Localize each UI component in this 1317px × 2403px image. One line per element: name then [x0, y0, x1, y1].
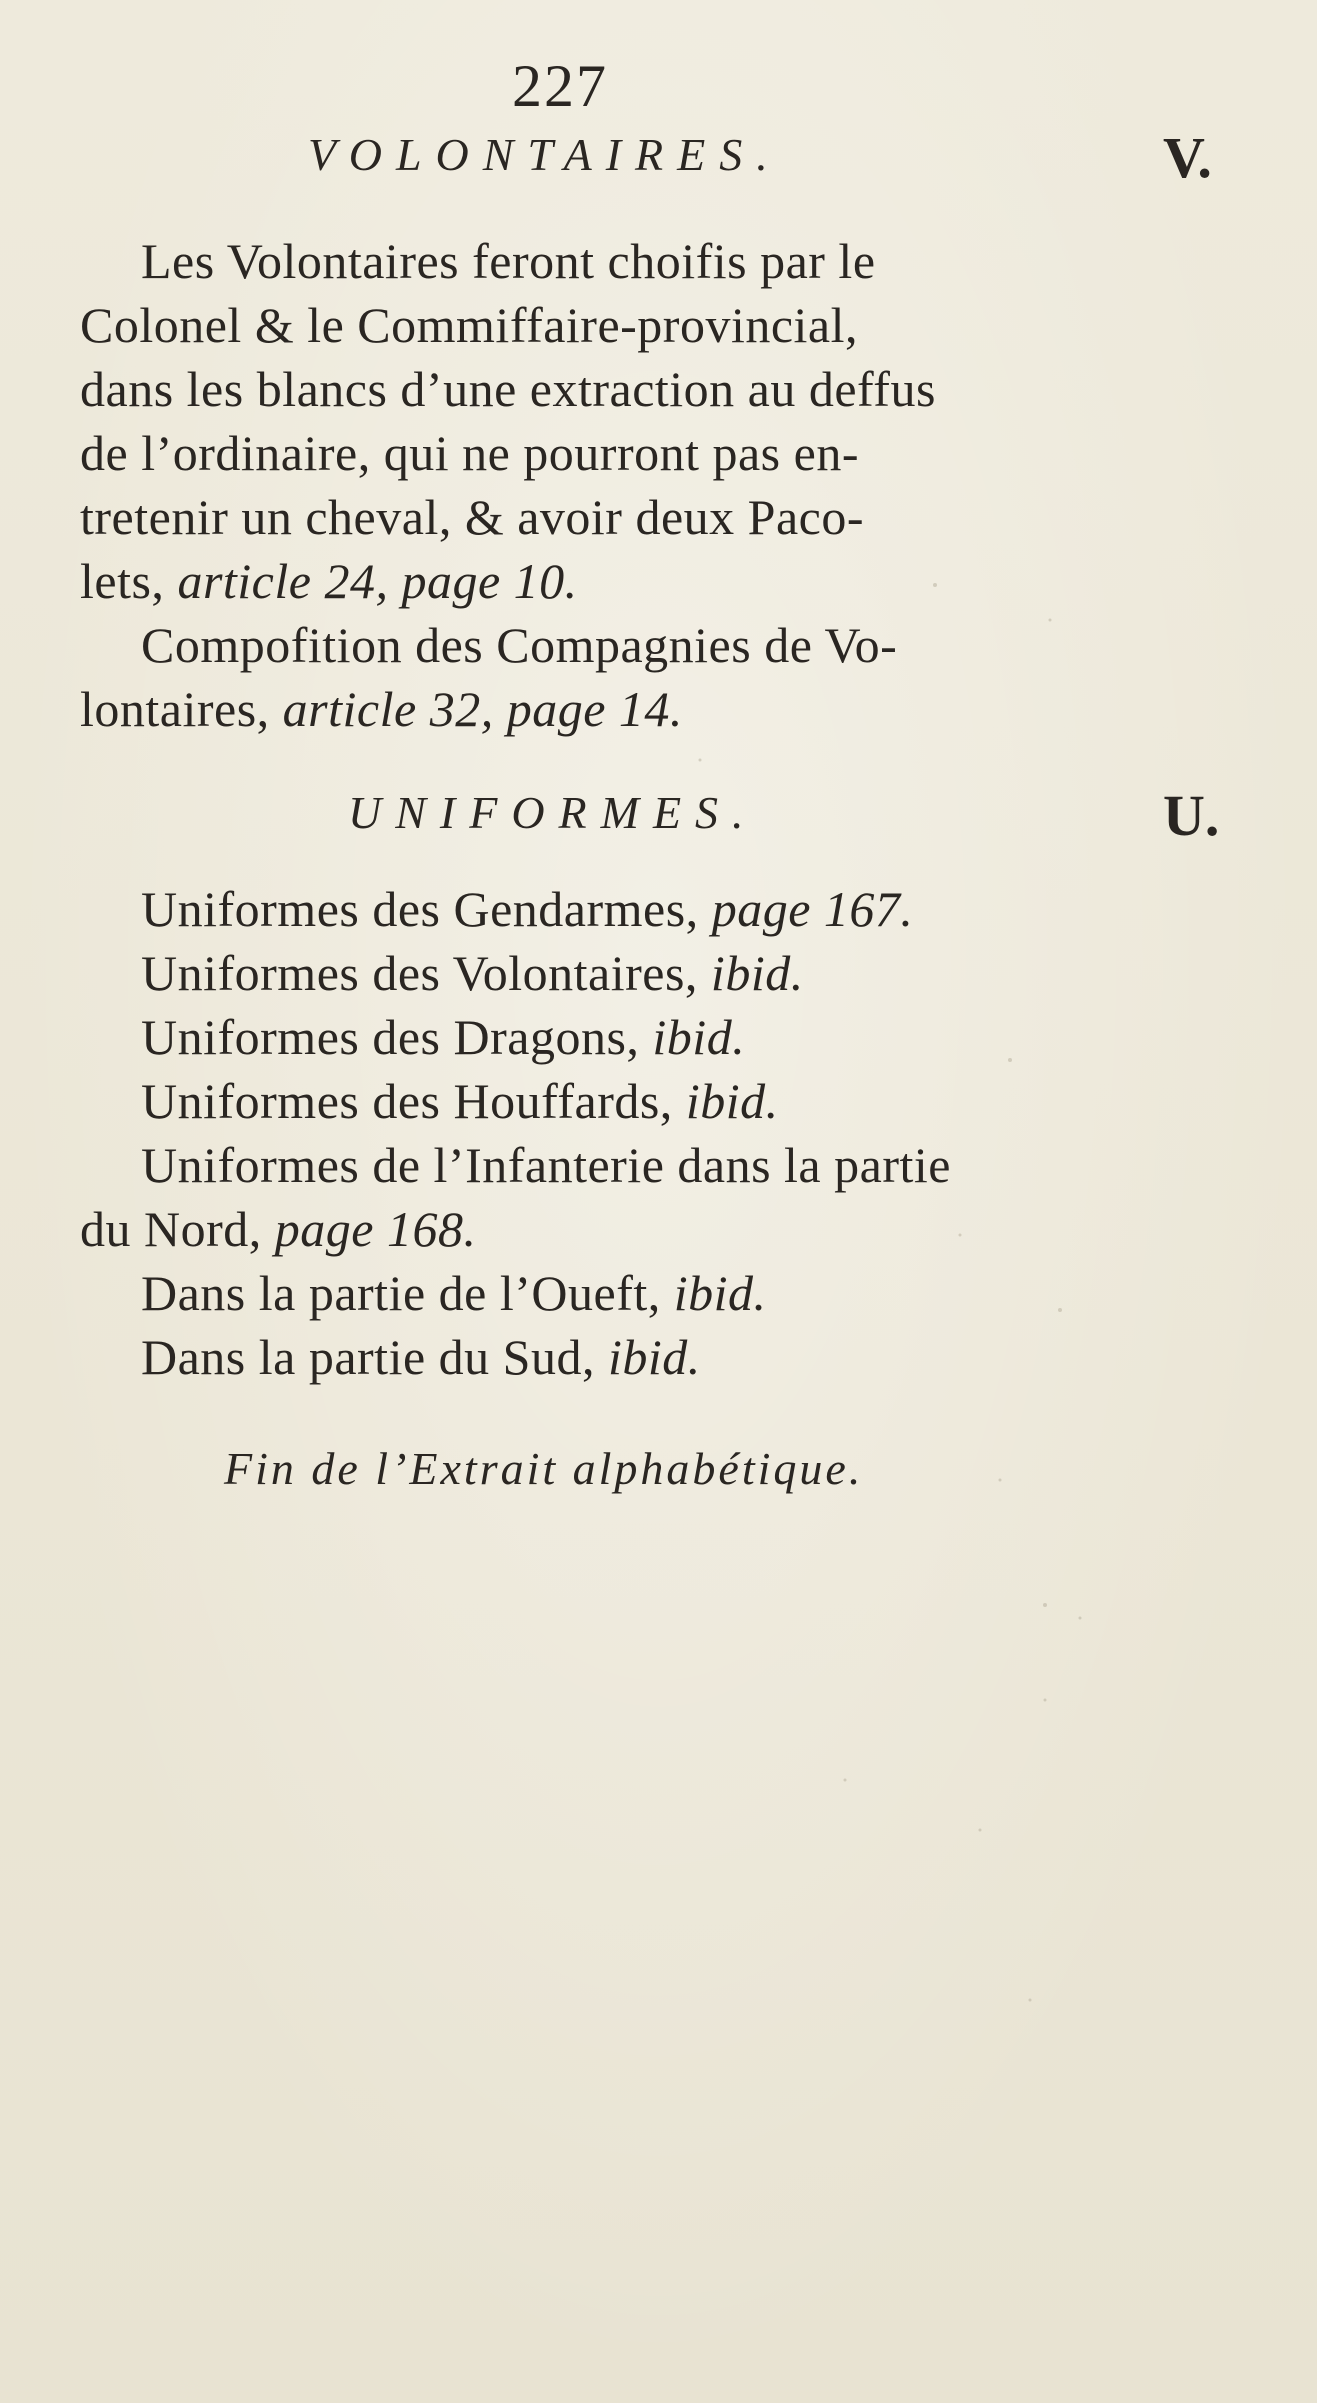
letter-marker-u: U. — [1163, 783, 1220, 848]
text-line: Dans la partie du Sud, ibid. — [141, 1329, 701, 1385]
text-line: lontaires, article 32, page 14. — [80, 681, 683, 737]
reference: page 168. — [274, 1201, 477, 1257]
text-line: lets, article 24, page 10. — [80, 553, 578, 609]
text-line: dans les blancs d’une extraction au deffus — [80, 361, 936, 417]
reference: article 24, page 10. — [177, 553, 578, 609]
page-number: 227 — [512, 53, 608, 119]
closing-line: Fin de l’Extrait alphabétique. — [224, 1443, 864, 1494]
reference: page 167. — [711, 881, 914, 937]
reference: ibid. — [607, 1329, 701, 1385]
reference: article 32, page 14. — [282, 681, 683, 737]
reference: ibid. — [673, 1265, 767, 1321]
reference: ibid. — [652, 1009, 746, 1065]
text-line: du Nord, page 168. — [80, 1201, 477, 1257]
text-line: Dans la partie de l’Oueft, ibid. — [141, 1265, 767, 1321]
text-line: de l’ordinaire, qui ne pourront pas en- — [80, 425, 859, 481]
section-heading-volontaires: VOLONTAIRES. — [308, 129, 782, 180]
text-line: Les Volontaires feront choifis par le — [141, 233, 876, 289]
text-line: Uniformes des Dragons, ibid. — [141, 1009, 746, 1065]
text-line: Uniformes des Gendarmes, page 167. — [141, 881, 914, 937]
text-line: Compofition des Compagnies de Vo- — [141, 617, 898, 673]
text-line: Uniformes de l’Infanterie dans la partie — [141, 1137, 951, 1193]
text-line: tretenir un cheval, & avoir deux Paco- — [80, 489, 864, 545]
section-heading-uniformes: UNIFORMES. — [348, 787, 758, 838]
text-line: Uniformes des Volontaires, ibid. — [141, 945, 804, 1001]
reference: ibid. — [710, 945, 804, 1001]
text-line: Colonel & le Commiffaire-provincial, — [80, 297, 859, 353]
text-line: Uniformes des Houffards, ibid. — [141, 1073, 779, 1129]
letter-marker-v: V. — [1163, 125, 1212, 190]
reference: ibid. — [685, 1073, 779, 1129]
